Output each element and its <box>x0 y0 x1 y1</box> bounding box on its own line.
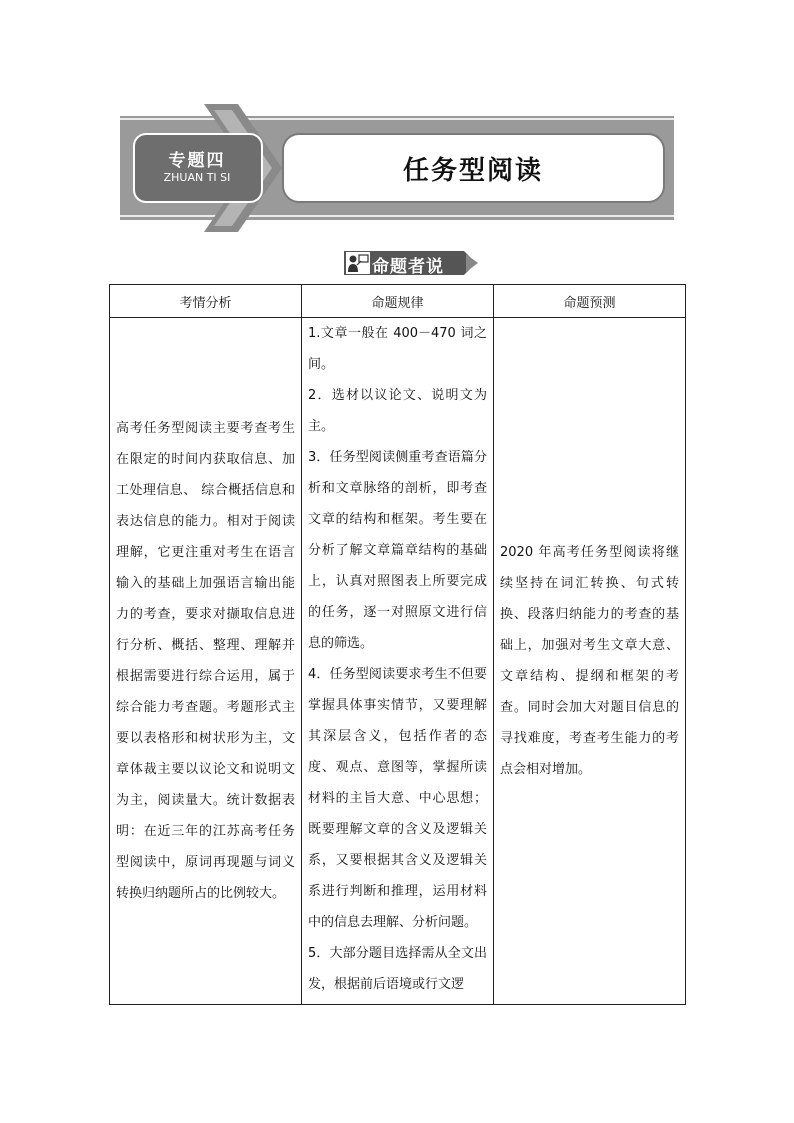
page-title: 任务型阅读 <box>402 155 543 186</box>
chapter-badge-subtitle: ZHUAN TI SI <box>163 171 231 184</box>
analysis-text: 高考任务型阅读主要考查考生在限定的时间内获取信息、加工处理信息、 综合概括信息和表达信息的能力。相对于阅读理解，它更注重对考生在语言输入的基础上加强语言输出能力的考查，要求对撷取信息进行分析、概括、整理、理解并根据需要进行综合运用，属于综合能力考查题。考题形式主要以表格形和树状形为主，文章体裁主要以议论文和说明文为主，阅读量大。统计数据表明：在近三年的江苏高考任务型阅读中，原词再现题与词义转换归纳题所占的比例较大。 <box>116 421 295 901</box>
header-rules: 命题规律 <box>302 285 494 318</box>
rule-item-3: 3．任务型阅读侧重考查语篇分析和文章脉络的剖析，即考查文章的结构和框架。考生要在分析了解文章篇章结构的基础上，认真对照图表上所要完成的任务，逐一对照原文进行信息的筛选。 <box>308 450 487 651</box>
table-header-row <box>110 285 686 318</box>
section-label-text: 命题者说 <box>372 257 444 277</box>
header-prediction: 命题预测 <box>494 285 686 318</box>
chapter-badge-title: 专题四 <box>168 151 226 171</box>
chapter-banner <box>120 104 674 232</box>
prediction-cell <box>494 318 686 1005</box>
table-row <box>110 318 686 1005</box>
header-analysis: 考情分析 <box>110 285 302 318</box>
rule-item-4: 4．任务型阅读要求考生不但要掌握具体事实情节，又要理解其深层含义，包括作者的态度、观点、意图等，掌握所读材料的主旨大意、中心思想；既要理解文章的含义及逻辑关系，又要根据其含义及逻辑关系进行判断和推理，运用材料中的信息去理解、分析问题。 <box>308 667 487 930</box>
rule-item-2: 2．选材以议论文、说明文为主。 <box>308 388 487 434</box>
section-label <box>344 248 480 278</box>
rule-item-5: 5．大部分题目选择需从全文出发，根据前后语境或行文逻 <box>308 946 487 992</box>
analysis-cell <box>110 318 302 1005</box>
rules-cell <box>302 318 494 1005</box>
prediction-text: 2020 年高考任务型阅读将继续坚持在词汇转换、句式转换、段落归纳能力的考查的基础上，加强对考生文章大意、文章结构、提纲和框架的考查。同时会加大对题目信息的寻找难度，考查考生能力的考点会相对增加。 <box>500 545 679 777</box>
rule-item-1: 1.文章一般在 400－470 词之间。 <box>308 326 487 372</box>
exam-analysis-table <box>109 284 686 1005</box>
